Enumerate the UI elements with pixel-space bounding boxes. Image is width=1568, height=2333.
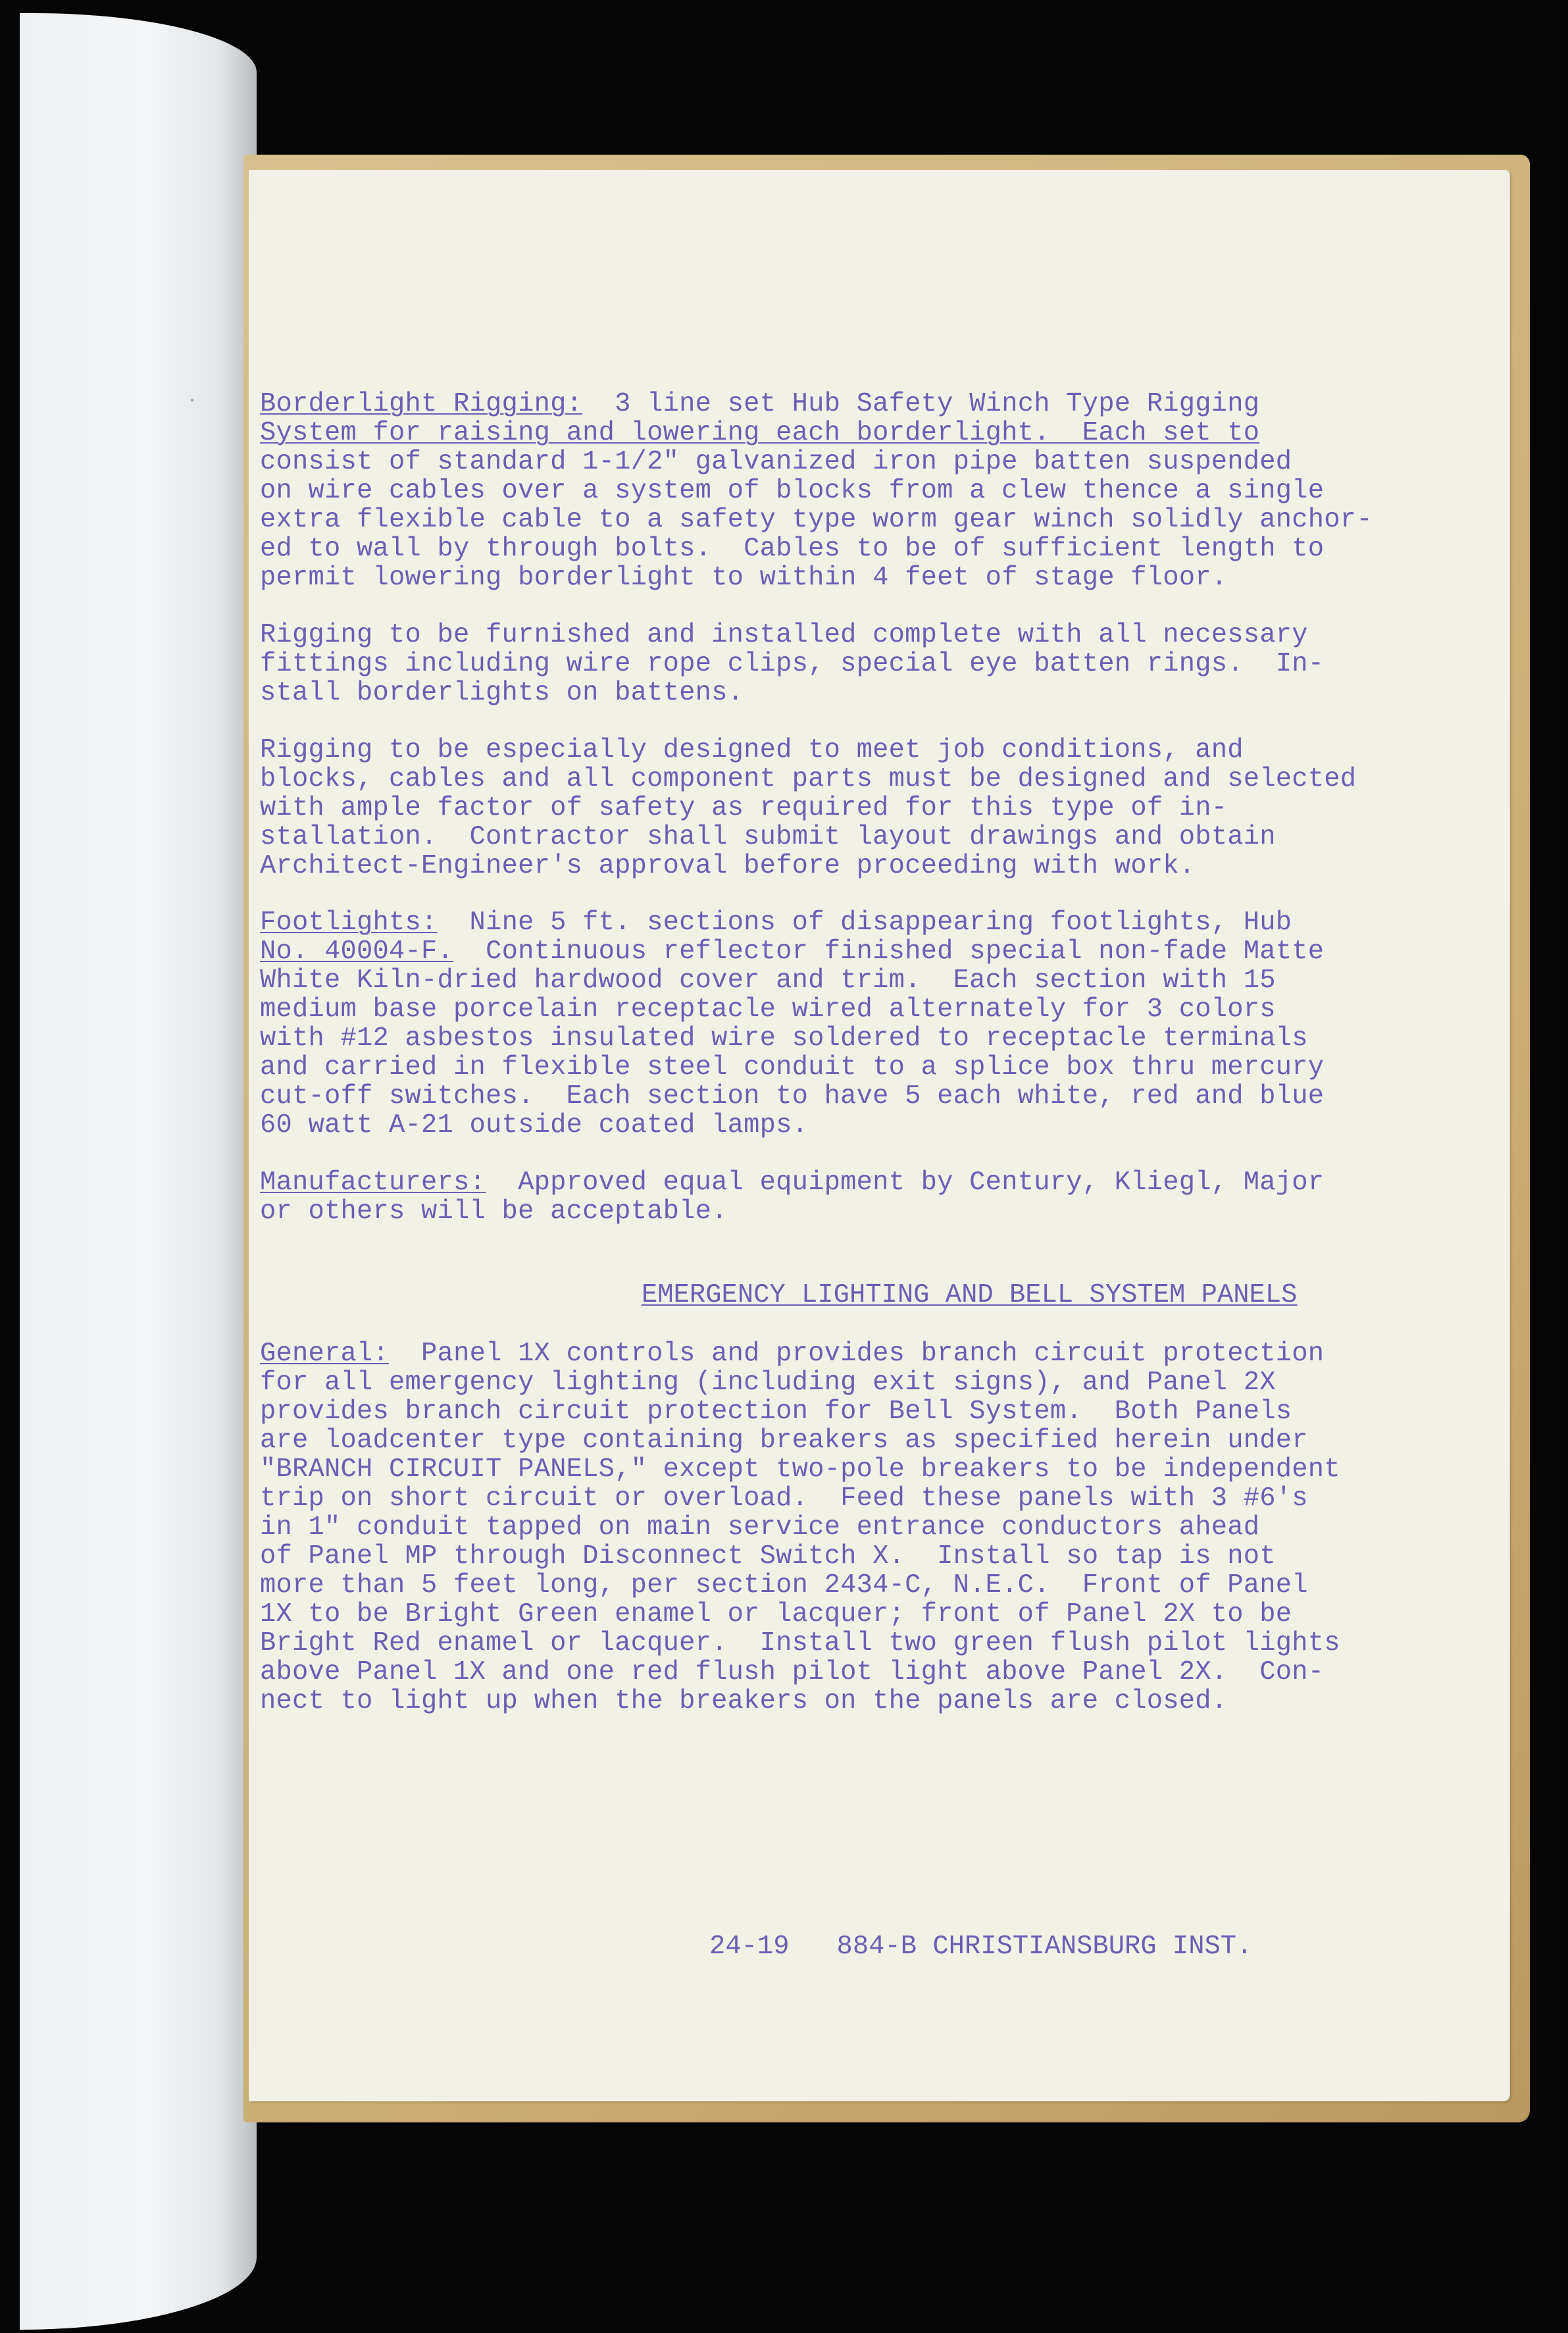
- footlights-catalog-number: No. 40004-F.: [260, 936, 454, 967]
- rigging-line: fittings including wire rope clips, special eye batten rings. In-: [260, 649, 1325, 679]
- page-footer: [709, 1932, 1300, 1962]
- general-heading: General:: [260, 1339, 390, 1369]
- general-line: of Panel MP through Disconnect Switch X. Install so tap is not: [260, 1541, 1276, 1572]
- rigging-line: Rigging to be especially designed to meet job conditions, and: [260, 735, 1244, 765]
- manufacturers-paragraph: [260, 1168, 1324, 1226]
- borderlight-line: ed to wall by through bolts. Cables to be of sufficient length to: [260, 534, 1325, 564]
- general-line: more than 5 feet long, per section 2434-C, N.E.C. Front of Panel: [260, 1570, 1308, 1601]
- borderlight-line: System for raising and lowering each borderlight. Each set to: [260, 418, 1260, 448]
- general-line: for all emergency lighting (including exit signs), and Panel 2X: [260, 1368, 1276, 1398]
- footlights-heading: Footlights:: [260, 908, 438, 938]
- general-first-line: Panel 1X controls and provides branch circuit protection: [389, 1339, 1325, 1369]
- footlights-paragraph: [260, 908, 1324, 1140]
- borderlight-line: on wire cables over a system of blocks from a clew thence a single: [260, 476, 1325, 506]
- rigging-paragraph-2: [260, 736, 1356, 881]
- manufacturers-first-line: Approved equal equipment by Century, Kliegl, Major: [486, 1167, 1325, 1198]
- rigging-paragraph-1: [260, 621, 1324, 707]
- footlights-line: with #12 asbestos insulated wire soldered to receptacle terminals: [260, 1023, 1308, 1054]
- page-number: 24-19: [709, 1932, 790, 1962]
- rigging-line: blocks, cables and all component parts must be designed and selected: [260, 764, 1357, 794]
- rigging-line: Architect-Engineer's approval before proceeding with work.: [260, 851, 1196, 881]
- borderlight-line: permit lowering borderlight to within 4 feet of stage floor.: [260, 563, 1228, 593]
- borderlight-paragraph: [260, 390, 1373, 592]
- general-paragraph: [260, 1339, 1340, 1716]
- rigging-line: stall borderlights on battens.: [260, 678, 744, 708]
- rigging-line: with ample factor of safety as required for this type of in-: [260, 793, 1228, 823]
- rigging-line: stallation. Contractor shall submit layout drawings and obtain: [260, 822, 1276, 852]
- general-line: Bright Red enamel or lacquer. Install two green flush pilot lights: [260, 1628, 1340, 1658]
- footlights-second-line: Continuous reflector finished special non-fade Matte: [453, 936, 1325, 967]
- footlights-line: White Kiln-dried hardwood cover and trim. Each section with 15: [260, 965, 1276, 996]
- general-line: trip on short circuit or overload. Feed these panels with 3 #6's: [260, 1483, 1308, 1514]
- general-line: 1X to be Bright Green enamel or lacquer; front of Panel 2X to be: [260, 1599, 1292, 1629]
- manufacturers-line: or others will be acceptable.: [260, 1196, 728, 1227]
- project-name: 884-B CHRISTIANSBURG INST.: [836, 1932, 1253, 1962]
- general-line: in 1" conduit tapped on main service entrance conductors ahead: [260, 1512, 1260, 1543]
- facing-page: [20, 13, 257, 2330]
- footlights-line: and carried in flexible steel conduit to a splice box thru mercury: [260, 1052, 1325, 1083]
- general-line: nect to light up when the breakers on the panels are closed.: [260, 1686, 1228, 1716]
- rigging-line: Rigging to be furnished and installed complete with all necessary: [260, 620, 1308, 650]
- section-heading: EMERGENCY LIGHTING AND BELL SYSTEM PANELS: [642, 1280, 1298, 1310]
- general-line: provides branch circuit protection for Bell System. Both Panels: [260, 1397, 1292, 1427]
- borderlight-first-line: 3 line set Hub Safety Winch Type Rigging: [582, 389, 1260, 419]
- general-line: "BRANCH CIRCUIT PANELS," except two-pole breakers to be independent: [260, 1454, 1340, 1485]
- page-speck: [191, 399, 193, 401]
- borderlight-line: extra flexible cable to a safety type worm gear winch solidly anchor-: [260, 505, 1373, 535]
- borderlight-heading: Borderlight Rigging:: [260, 389, 583, 419]
- footlights-first-line: Nine 5 ft. sections of disappearing footlights, Hub: [437, 908, 1292, 938]
- footlights-line: cut-off switches. Each section to have 5 each white, red and blue: [260, 1081, 1325, 1112]
- footlights-line: 60 watt A-21 outside coated lamps.: [260, 1110, 809, 1141]
- general-line: above Panel 1X and one red flush pilot light above Panel 2X. Con-: [260, 1657, 1325, 1687]
- general-line: are loadcenter type containing breakers as specified herein under: [260, 1425, 1308, 1456]
- borderlight-line: consist of standard 1-1/2" galvanized iron pipe batten suspended: [260, 447, 1292, 477]
- footlights-line: medium base porcelain receptacle wired alternately for 3 colors: [260, 994, 1276, 1025]
- manufacturers-heading: Manufacturers:: [260, 1167, 486, 1198]
